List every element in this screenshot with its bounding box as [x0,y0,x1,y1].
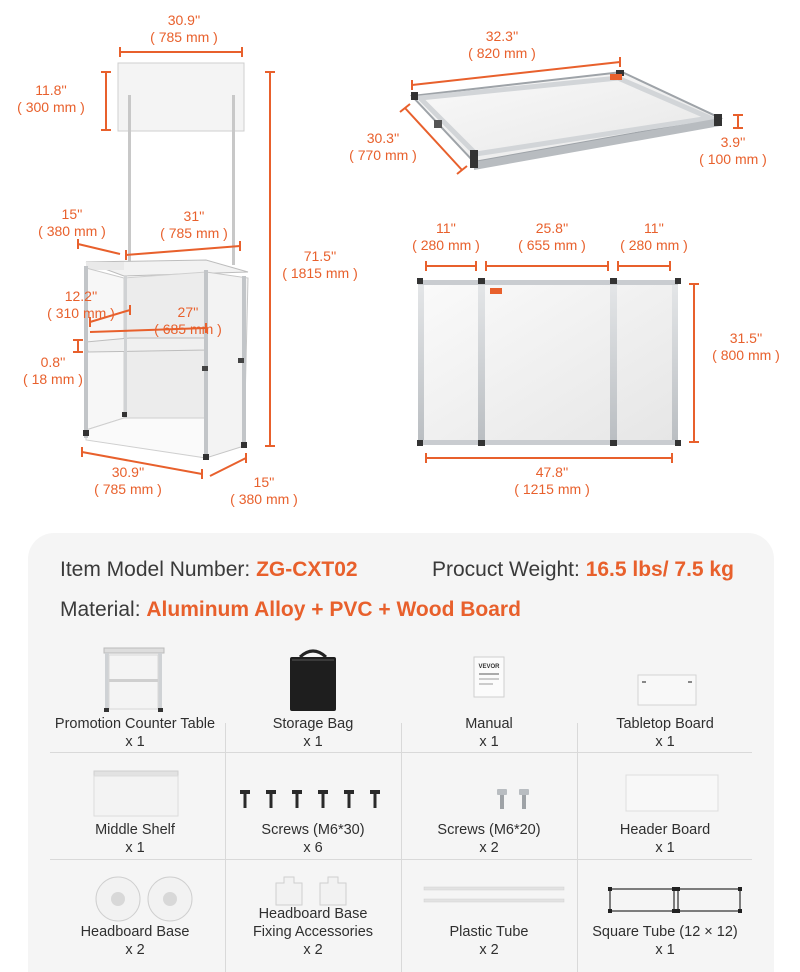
tabletop-board-icon [578,643,752,713]
dim-board-width: 32.3'' ( 820 mm ) [468,28,536,61]
headboard-base-icon [48,869,222,925]
dim-panel-height: 31.5'' ( 800 mm ) [712,330,780,363]
storage-bag-icon [226,643,400,713]
part-qty: x 1 [303,734,323,750]
dim-top-depth: 15'' ( 380 mm ) [38,206,106,239]
weight-value: 16.5 lbs/ 7.5 kg [585,558,734,581]
part-name: Screws (M6*30) [261,822,365,838]
weight-label: Procuct Weight: [432,558,580,581]
counter-table-icon [48,643,222,713]
square-tube-icon [578,869,752,925]
dim-shelf-thickness: 0.8'' ( 18 mm ) [23,354,83,387]
part-qty: x 1 [655,734,675,750]
model-value: ZG-CXT02 [256,558,358,581]
part-qty: x 1 [655,840,675,856]
dim-shelf-depth: 12.2'' ( 310 mm ) [47,288,115,321]
part-qty: x 2 [479,942,499,958]
plastic-tube-icon [402,869,576,925]
dim-panel-center: 25.8'' ( 655 mm ) [518,220,586,253]
dim-top-width: 31'' ( 785 mm ) [160,208,228,241]
manual-brand: VEVOR [478,664,500,670]
part-qty: x 2 [303,942,323,958]
part-qty: x 2 [125,942,145,958]
dim-board-thickness: 3.9'' ( 100 mm ) [699,134,767,167]
dim-header-height: 11.8'' ( 300 mm ) [17,82,85,115]
part-name: Headboard Base [80,924,190,940]
long-screws-icon [226,763,400,819]
part-qty: x 1 [125,840,145,856]
part-qty: x 1 [655,942,675,958]
part-name: Storage Bag [272,716,354,732]
part-qty: x 1 [479,734,499,750]
dim-panel-left: 11'' ( 280 mm ) [412,220,480,253]
dim-panel-total-width: 47.8'' ( 1215 mm ) [514,464,590,497]
part-name: Tabletop Board [616,716,714,732]
part-name: Middle Shelf [95,822,175,838]
unfolded-panel-drawing [417,278,681,446]
part-qty: x 2 [479,840,499,856]
dim-shelf-width: 27'' ( 685 mm ) [154,304,222,337]
part-name: Header Board [619,822,711,838]
part-name: Manual [465,716,513,732]
dim-base-width: 30.9'' ( 785 mm ) [94,464,162,497]
short-screws-icon [402,763,576,819]
part-qty: x 1 [125,734,145,750]
manual-icon [402,643,576,713]
middle-shelf-icon [48,763,222,819]
material-value: Aluminum Alloy + PVC + Wood Board [146,598,521,621]
part-name: Screws (M6*20) [437,822,541,838]
part-name: Promotion Counter Table [54,716,216,732]
material [60,597,521,623]
header-board-icon [578,763,752,819]
dim-board-depth: 30.3'' ( 770 mm ) [349,130,417,163]
counter-stand-drawing [83,63,248,460]
folded-board-drawing [411,70,722,170]
fixing-accessories-icon [226,869,400,909]
dim-base-depth: 15'' ( 380 mm ) [230,474,298,507]
package-contents-card [28,533,774,972]
model-label: Item Model Number: [60,558,251,581]
dim-panel-right: 11'' ( 280 mm ) [620,220,688,253]
material-label: Material: [60,598,141,621]
model-number [60,557,358,583]
dim-header-width: 30.9'' ( 785 mm ) [150,12,218,45]
part-name: Square Tube (12 × 12) [592,924,738,940]
part-name: Plastic Tube [449,924,529,940]
product-weight [432,557,734,583]
dim-total-height: 71.5'' ( 1815 mm ) [282,248,358,281]
part-qty: x 6 [303,840,323,856]
part-name: Headboard Base Fixing Accessories [252,906,374,940]
